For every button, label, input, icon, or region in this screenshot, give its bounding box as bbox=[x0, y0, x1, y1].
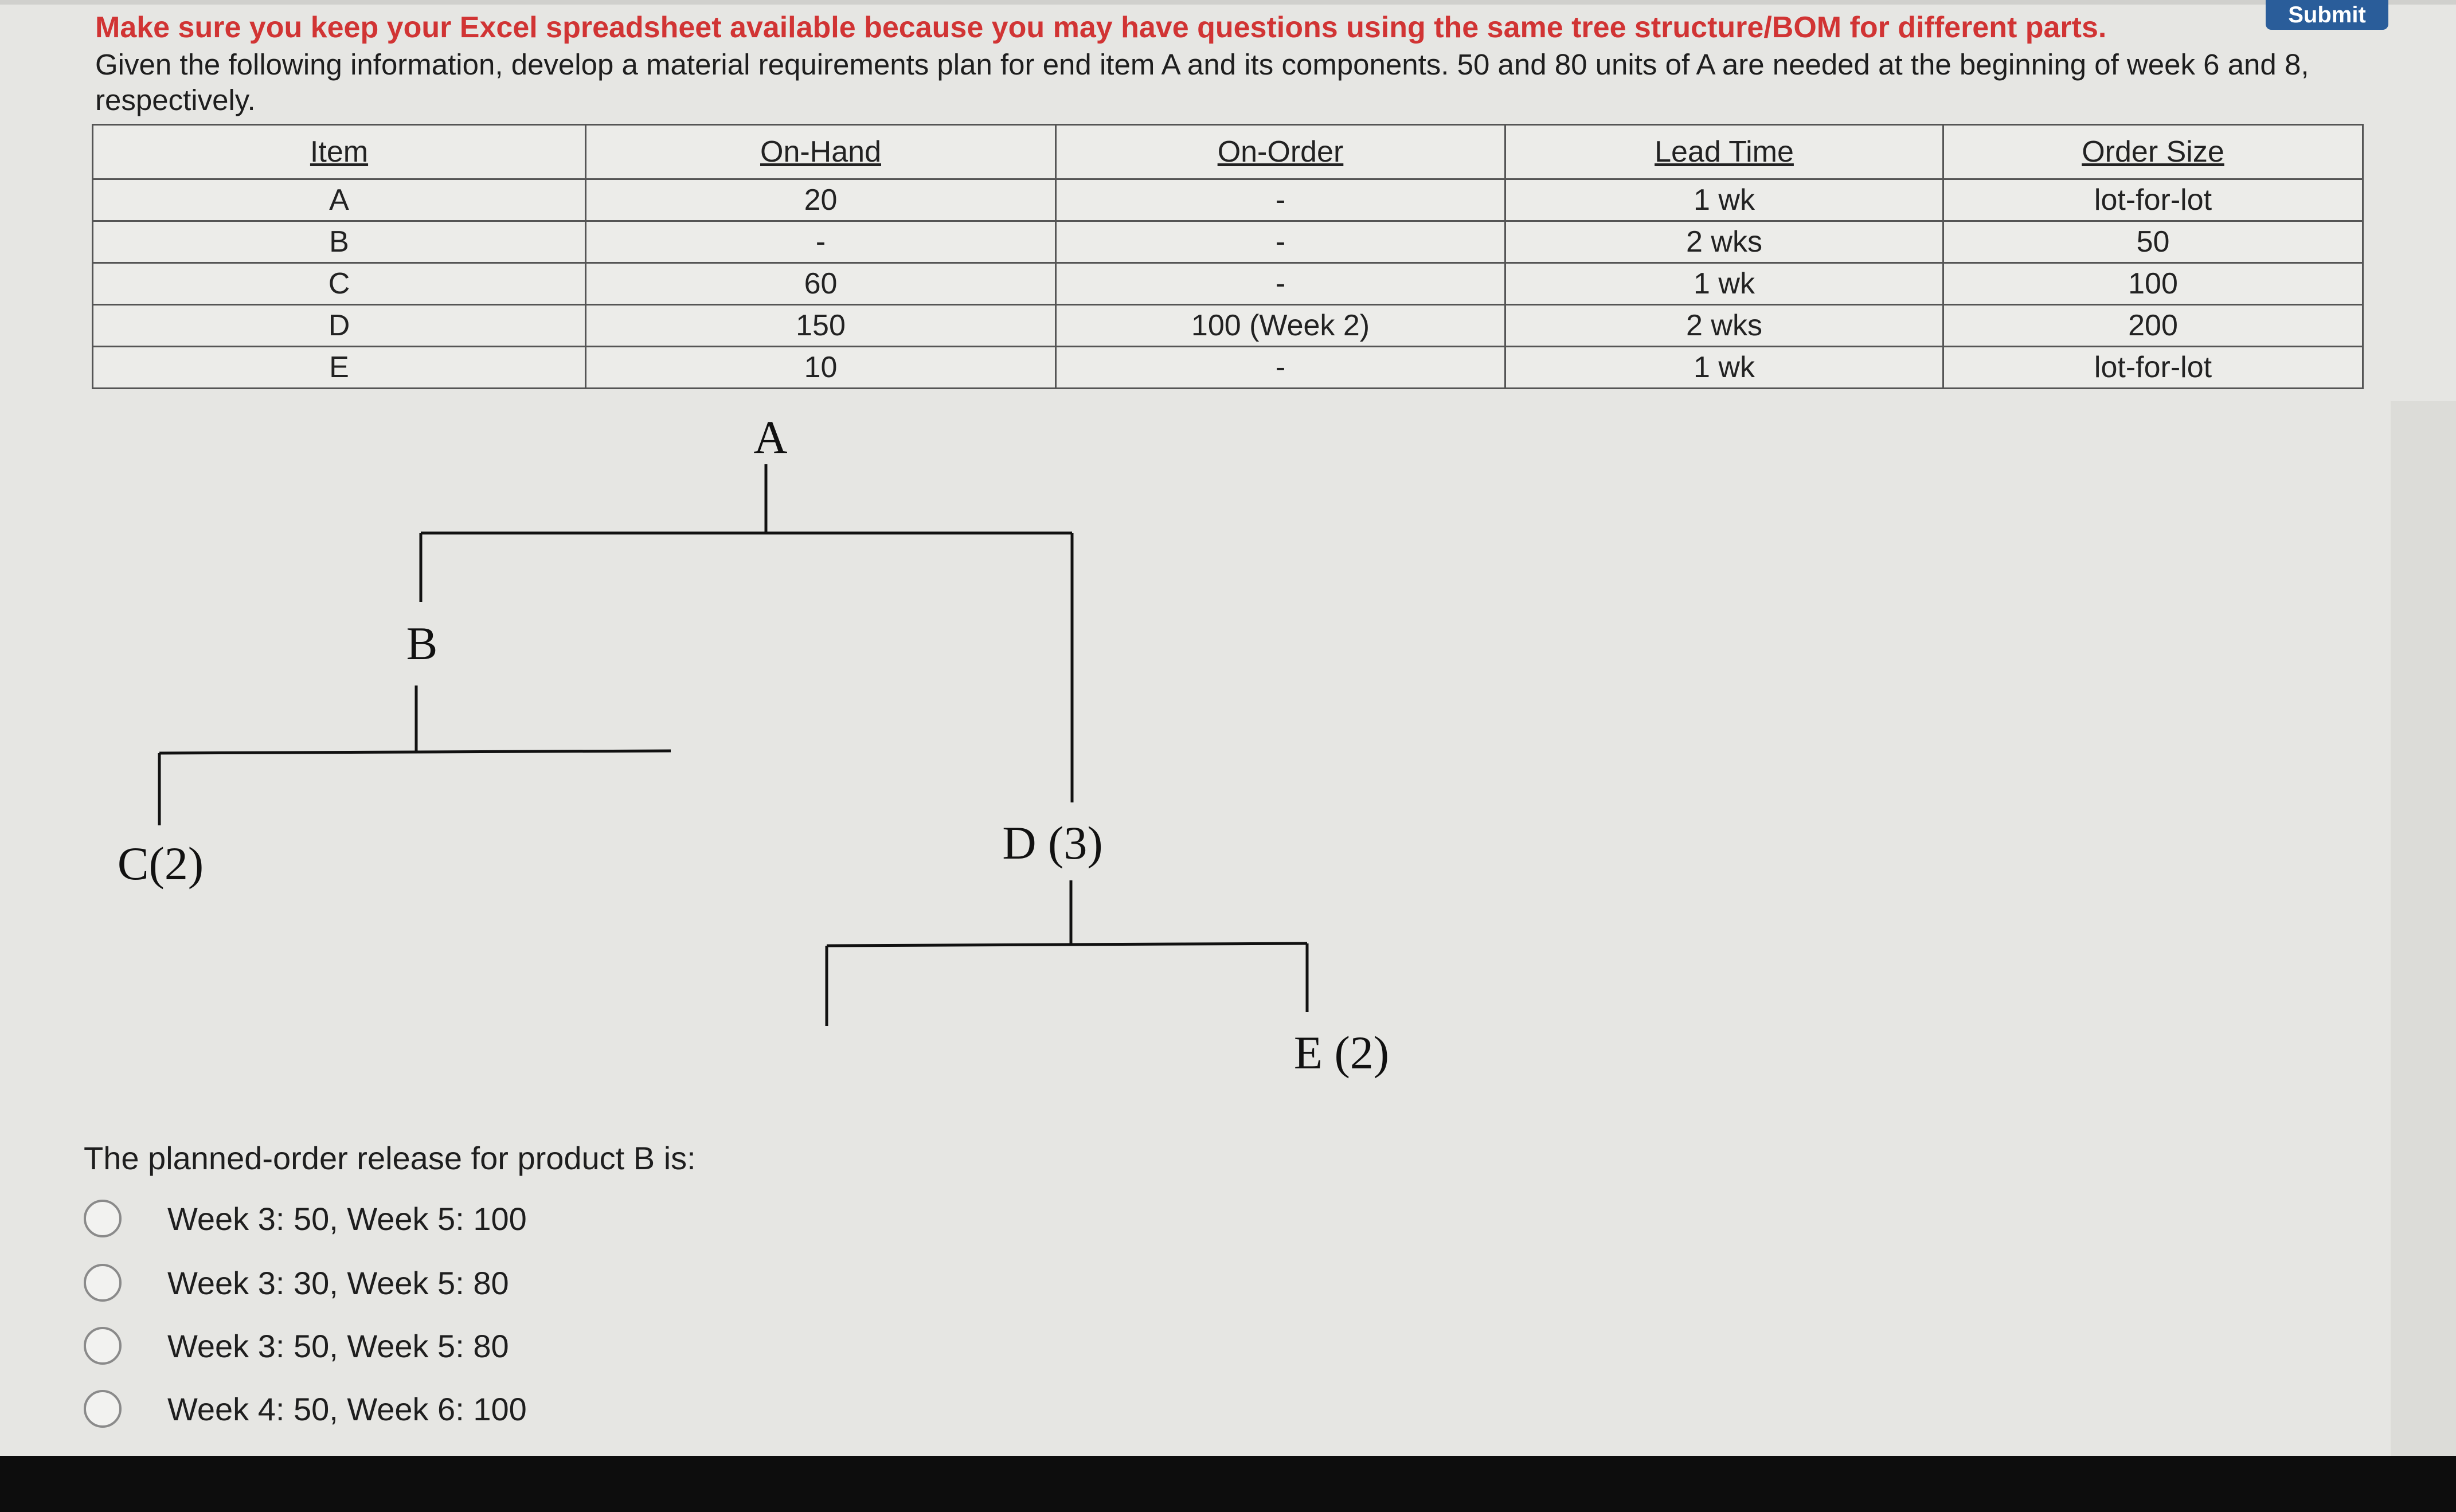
table-row bbox=[93, 221, 2363, 263]
table-header-row bbox=[93, 125, 2363, 179]
tree-node-b: B bbox=[406, 617, 438, 669]
table-row bbox=[93, 347, 2363, 389]
cell-on-hand: 60 bbox=[586, 263, 1056, 305]
cell-item: E bbox=[93, 347, 586, 389]
table-row bbox=[93, 305, 2363, 347]
answer-option[interactable] bbox=[84, 1386, 527, 1432]
option-label: Week 3: 30, Week 5: 80 bbox=[167, 1264, 509, 1301]
cell-on-order: - bbox=[1056, 347, 1505, 389]
cell-on-hand: 10 bbox=[586, 347, 1056, 389]
monitor-bezel bbox=[0, 1456, 2456, 1512]
tree-node-c: C(2) bbox=[117, 837, 204, 890]
option-label: Week 4: 50, Week 6: 100 bbox=[167, 1390, 527, 1427]
cell-on-hand: 20 bbox=[586, 179, 1056, 221]
tree-connector bbox=[827, 943, 1307, 946]
cell-order-size: 100 bbox=[1943, 263, 2363, 305]
option-label: Week 3: 50, Week 5: 100 bbox=[167, 1200, 527, 1237]
tree-node-e: E (2) bbox=[1293, 1027, 1390, 1079]
submit-button[interactable]: Submit bbox=[2266, 0, 2388, 30]
cell-order-size: 200 bbox=[1943, 305, 2363, 347]
answer-option[interactable] bbox=[84, 1323, 509, 1369]
cell-on-order: - bbox=[1056, 221, 1505, 263]
question-prompt: The planned-order release for product B is: bbox=[84, 1140, 696, 1176]
product-structure-tree bbox=[0, 401, 1491, 1100]
cell-on-hand: - bbox=[586, 221, 1056, 263]
header-item: Item bbox=[93, 125, 586, 179]
cell-order-size: 50 bbox=[1943, 221, 2363, 263]
cell-item: C bbox=[93, 263, 586, 305]
radio-button[interactable] bbox=[84, 1264, 122, 1302]
cell-lead-time: 1 wk bbox=[1505, 263, 1943, 305]
cell-lead-time: 2 wks bbox=[1505, 305, 1943, 347]
header-on-order: On-Order bbox=[1056, 125, 1505, 179]
table-row bbox=[93, 179, 2363, 221]
bom-table bbox=[92, 124, 2364, 389]
option-label: Week 3: 50, Week 5: 80 bbox=[167, 1327, 509, 1364]
cell-on-order: - bbox=[1056, 179, 1505, 221]
cell-order-size: lot-for-lot bbox=[1943, 179, 2363, 221]
header-lead-time: Lead Time bbox=[1505, 125, 1943, 179]
header-order-size: Order Size bbox=[1943, 125, 2363, 179]
tree-connector bbox=[159, 751, 671, 753]
answer-option[interactable] bbox=[84, 1260, 509, 1306]
screen-edge bbox=[2391, 401, 2456, 1456]
cell-lead-time: 1 wk bbox=[1505, 347, 1943, 389]
question-instructions: Given the following information, develop a material requirements plan for end item A and its components. 50 and 80 units of A are needed at the beginning of week 6 and 8, respectively. bbox=[95, 48, 2309, 116]
answer-option[interactable] bbox=[84, 1196, 527, 1241]
cell-lead-time: 2 wks bbox=[1505, 221, 1943, 263]
excel-warning: Make sure you keep your Excel spreadsheet available because you may have questions using the same tree structure/BOM for different parts. bbox=[95, 11, 2107, 44]
cell-item: D bbox=[93, 305, 586, 347]
radio-button[interactable] bbox=[84, 1390, 122, 1428]
cell-item: A bbox=[93, 179, 586, 221]
table-row bbox=[93, 263, 2363, 305]
cell-lead-time: 1 wk bbox=[1505, 179, 1943, 221]
cell-order-size: lot-for-lot bbox=[1943, 347, 2363, 389]
tree-node-d: D (3) bbox=[1002, 817, 1103, 869]
top-bar bbox=[0, 0, 2456, 5]
tree-node-a: A bbox=[753, 411, 788, 463]
header-on-hand: On-Hand bbox=[586, 125, 1056, 179]
cell-on-order: 100 (Week 2) bbox=[1056, 305, 1505, 347]
cell-on-hand: 150 bbox=[586, 305, 1056, 347]
cell-item: B bbox=[93, 221, 586, 263]
radio-button[interactable] bbox=[84, 1200, 122, 1237]
radio-button[interactable] bbox=[84, 1327, 122, 1365]
cell-on-order: - bbox=[1056, 263, 1505, 305]
